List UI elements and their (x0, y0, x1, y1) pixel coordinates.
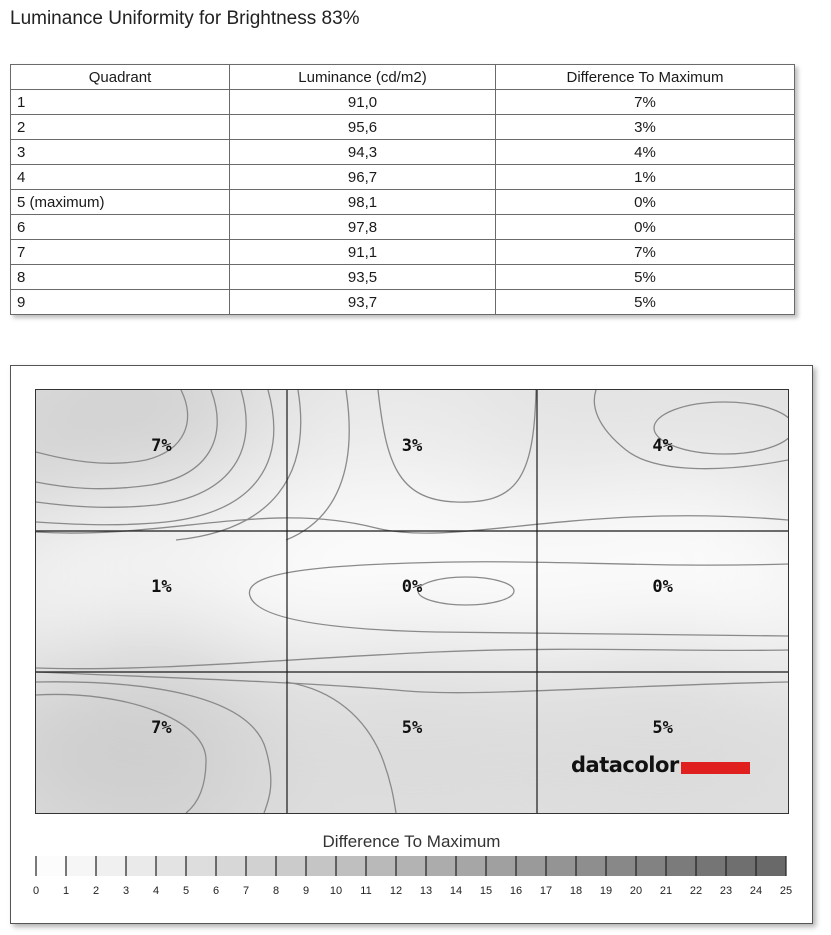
legend-tick-label: 1 (62, 885, 70, 897)
legend-tick-label: 10 (329, 885, 343, 897)
cell-label-quadrant-5: 0% (401, 577, 423, 597)
difference-cell: 1% (496, 165, 795, 190)
legend-swatch (366, 856, 396, 876)
logo-wordmark: datacolor (571, 753, 679, 777)
legend-tick-label: 14 (449, 885, 463, 897)
legend-swatch (396, 856, 426, 876)
cell-label-quadrant-2: 3% (401, 436, 423, 456)
legend-swatch (216, 856, 246, 876)
table-row (11, 215, 795, 240)
uniformity-heatmap (35, 389, 789, 814)
legend-tick-label: 8 (272, 885, 280, 897)
legend-swatch (696, 856, 726, 876)
legend-swatch (426, 856, 456, 876)
table-row (11, 190, 795, 215)
legend-swatch (666, 856, 696, 876)
legend-tick-label: 17 (539, 885, 553, 897)
difference-cell: 7% (496, 240, 795, 265)
column-header-difference: Difference To Maximum (496, 65, 795, 90)
legend-swatch (156, 856, 186, 876)
difference-cell: 5% (496, 265, 795, 290)
legend-tick-label: 4 (152, 885, 160, 897)
legend-tick-label: 25 (779, 885, 793, 897)
legend-tick-label: 6 (212, 885, 220, 897)
legend-swatch (126, 856, 156, 876)
legend-swatch (276, 856, 306, 876)
luminance-cell: 91,0 (230, 90, 496, 115)
table-row (11, 265, 795, 290)
quadrant-cell: 8 (11, 265, 230, 290)
table-row (11, 165, 795, 190)
legend-swatch (306, 856, 336, 876)
luminance-table (10, 64, 795, 315)
legend-tick-label: 21 (659, 885, 673, 897)
legend-tick-label: 16 (509, 885, 523, 897)
page-title: Luminance Uniformity for Brightness 83% (10, 8, 360, 29)
legend-tick-label: 15 (479, 885, 493, 897)
difference-cell: 5% (496, 290, 795, 315)
legend-tick-label: 5 (182, 885, 190, 897)
difference-cell: 7% (496, 90, 795, 115)
luminance-cell: 91,1 (230, 240, 496, 265)
legend-tick-label: 20 (629, 885, 643, 897)
difference-cell: 3% (496, 115, 795, 140)
table-row (11, 90, 795, 115)
luminance-cell: 93,7 (230, 290, 496, 315)
legend-swatch (336, 856, 366, 876)
legend-tick-label: 19 (599, 885, 613, 897)
luminance-cell: 96,7 (230, 165, 496, 190)
logo-red-bar (681, 762, 750, 774)
quadrant-cell: 3 (11, 140, 230, 165)
uniformity-chart-panel (10, 365, 813, 924)
quadrant-cell: 1 (11, 90, 230, 115)
legend-swatch (66, 856, 96, 876)
legend-tick-label: 12 (389, 885, 403, 897)
legend-swatch (486, 856, 516, 876)
quadrant-cell: 9 (11, 290, 230, 315)
legend-tick-label: 2 (92, 885, 100, 897)
legend-tick-label: 24 (749, 885, 763, 897)
legend-swatch (36, 856, 66, 876)
table-header-row (11, 65, 795, 90)
column-header-quadrant: Quadrant (11, 65, 230, 90)
legend-tick-label: 13 (419, 885, 433, 897)
quadrant-cell: 5 (maximum) (11, 190, 230, 215)
legend-swatch (606, 856, 636, 876)
luminance-cell: 94,3 (230, 140, 496, 165)
cell-label-quadrant-7: 7% (151, 718, 172, 738)
luminance-cell: 95,6 (230, 115, 496, 140)
luminance-cell: 98,1 (230, 190, 496, 215)
difference-cell: 4% (496, 140, 795, 165)
legend-tick-label: 9 (302, 885, 310, 897)
legend-tick-label: 22 (689, 885, 703, 897)
legend-tick-label: 3 (122, 885, 130, 897)
cell-label-quadrant-4: 1% (151, 577, 172, 597)
cell-label-quadrant-1: 7% (151, 436, 172, 456)
quadrant-cell: 2 (11, 115, 230, 140)
quadrant-cell: 7 (11, 240, 230, 265)
legend-swatch (726, 856, 756, 876)
column-header-luminance: Luminance (cd/m2) (230, 65, 496, 90)
legend-swatch (96, 856, 126, 876)
difference-cell: 0% (496, 215, 795, 240)
color-legend (32, 856, 793, 904)
legend-swatch (186, 856, 216, 876)
cell-label-quadrant-9: 5% (652, 718, 673, 738)
legend-swatch (246, 856, 276, 876)
legend-swatch (546, 856, 576, 876)
cell-label-quadrant-3: 4% (652, 436, 673, 456)
difference-cell: 0% (496, 190, 795, 215)
cell-label-quadrant-6: 0% (652, 577, 673, 597)
legend-tick-label: 0 (32, 885, 40, 897)
luminance-cell: 97,8 (230, 215, 496, 240)
legend-swatch (576, 856, 606, 876)
datacolor-logo (571, 753, 750, 777)
legend-swatch (456, 856, 486, 876)
table-row (11, 115, 795, 140)
legend-swatch (756, 856, 786, 876)
table-row (11, 290, 795, 315)
legend-title: Difference To Maximum (322, 832, 501, 851)
legend-swatch (516, 856, 546, 876)
legend-tick-label: 18 (569, 885, 583, 897)
legend-tick-label: 7 (242, 885, 250, 897)
quadrant-cell: 4 (11, 165, 230, 190)
legend-tick-label: 23 (719, 885, 733, 897)
table-row (11, 240, 795, 265)
quadrant-cell: 6 (11, 215, 230, 240)
legend-svg (32, 856, 793, 904)
cell-label-quadrant-8: 5% (401, 718, 423, 738)
legend-swatch (636, 856, 666, 876)
legend-tick-label: 11 (360, 885, 372, 897)
luminance-cell: 93,5 (230, 265, 496, 290)
table-row (11, 140, 795, 165)
